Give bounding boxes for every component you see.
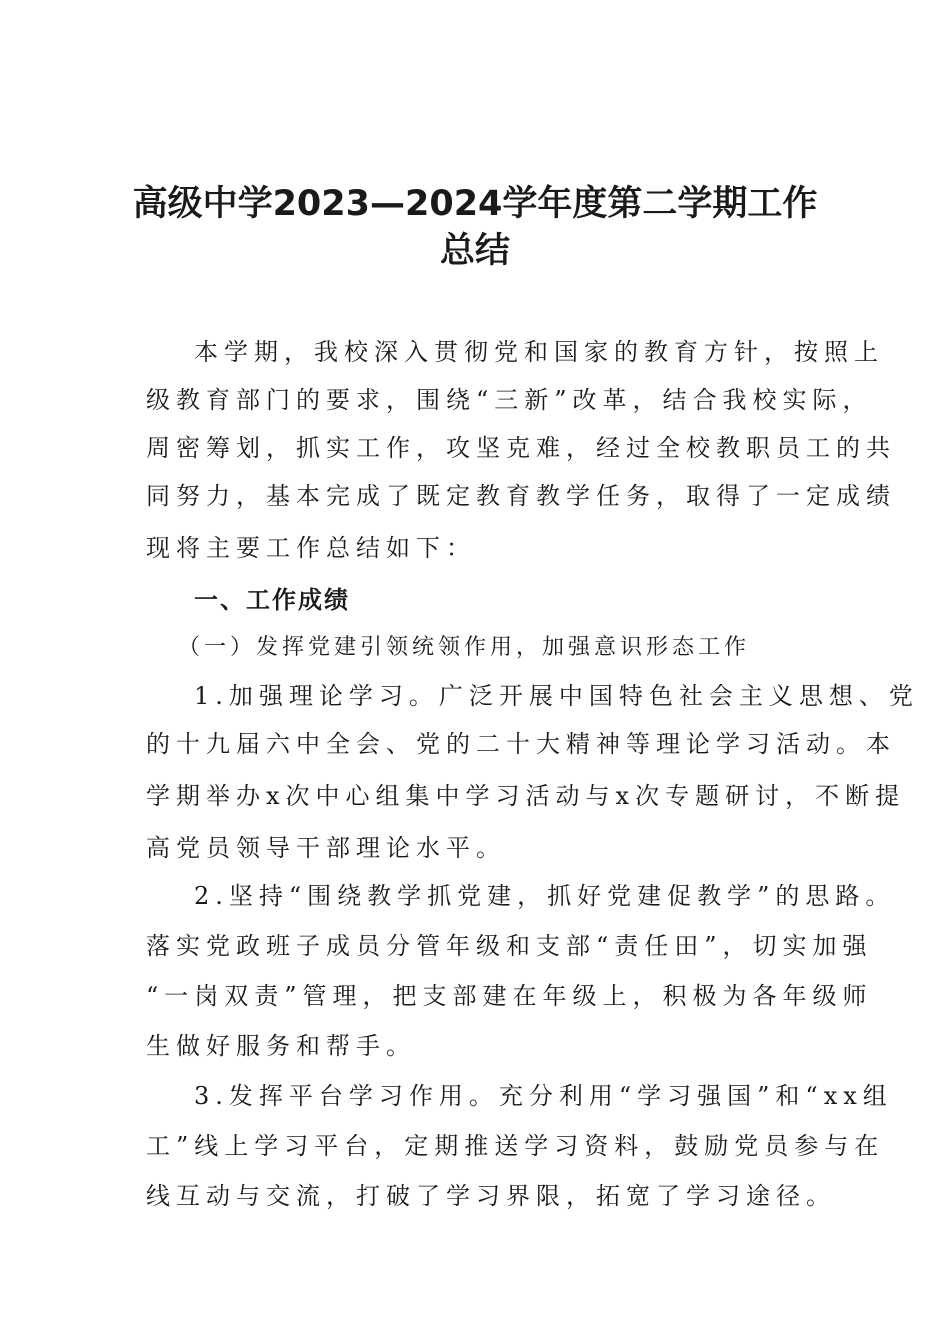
paragraph-line: 现将主要工作总结如下： [146, 534, 476, 562]
paragraph-line: 工”线上学习平台，定期推送学习资料，鼓励党员参与在 [146, 1132, 885, 1160]
paragraph-line: “一岗双责”管理，把支部建在年级上，积极为各年级师 [146, 982, 873, 1010]
paragraph-line: 高党员领导干部理论水平。 [146, 834, 506, 862]
paragraph-line: 1.加强理论学习。广泛开展中国特色社会主义思想、党 [194, 682, 919, 710]
paragraph-line: 本学期，我校深入贯彻党和国家的教育方针，按照上 [194, 338, 884, 366]
section-heading: 一、工作成绩 [194, 586, 350, 614]
paragraph-line: 落实党政班子成员分管年级和支部“责任田”，切实加强 [146, 932, 873, 960]
paragraph-line: 2.坚持“围绕教学抓党建，抓好党建促教学”的思路。 [194, 882, 896, 910]
paragraph-line: 线互动与交流，打破了学习界限，拓宽了学习途径。 [146, 1182, 836, 1210]
paragraph-line: 3.发挥平台学习作用。充分利用“学习强国”和“xx组 [194, 1082, 893, 1110]
subsection-heading: （一）发挥党建引领统领作用，加强意识形态工作 [178, 635, 751, 660]
paragraph-line: 的十九届六中全会、党的二十大精神等理论学习活动。本 [146, 730, 896, 758]
document-title-line-1: 高级中学2023—2024学年度第二学期工作 [132, 184, 818, 224]
paragraph-line: 同努力，基本完成了既定教育教学任务，取得了一定成绩 [146, 482, 896, 510]
paragraph-line: 级教育部门的要求，围绕“三新”改革，结合我校实际， [146, 386, 873, 414]
document-title-line-2: 总结 [439, 231, 510, 271]
paragraph-line: 生做好服务和帮手。 [146, 1032, 416, 1060]
paragraph-line: 学期举办x次中心组集中学习活动与x次专题研讨，不断提 [146, 782, 906, 810]
paragraph-line: 周密筹划，抓实工作，攻坚克难，经过全校教职员工的共 [146, 434, 896, 462]
